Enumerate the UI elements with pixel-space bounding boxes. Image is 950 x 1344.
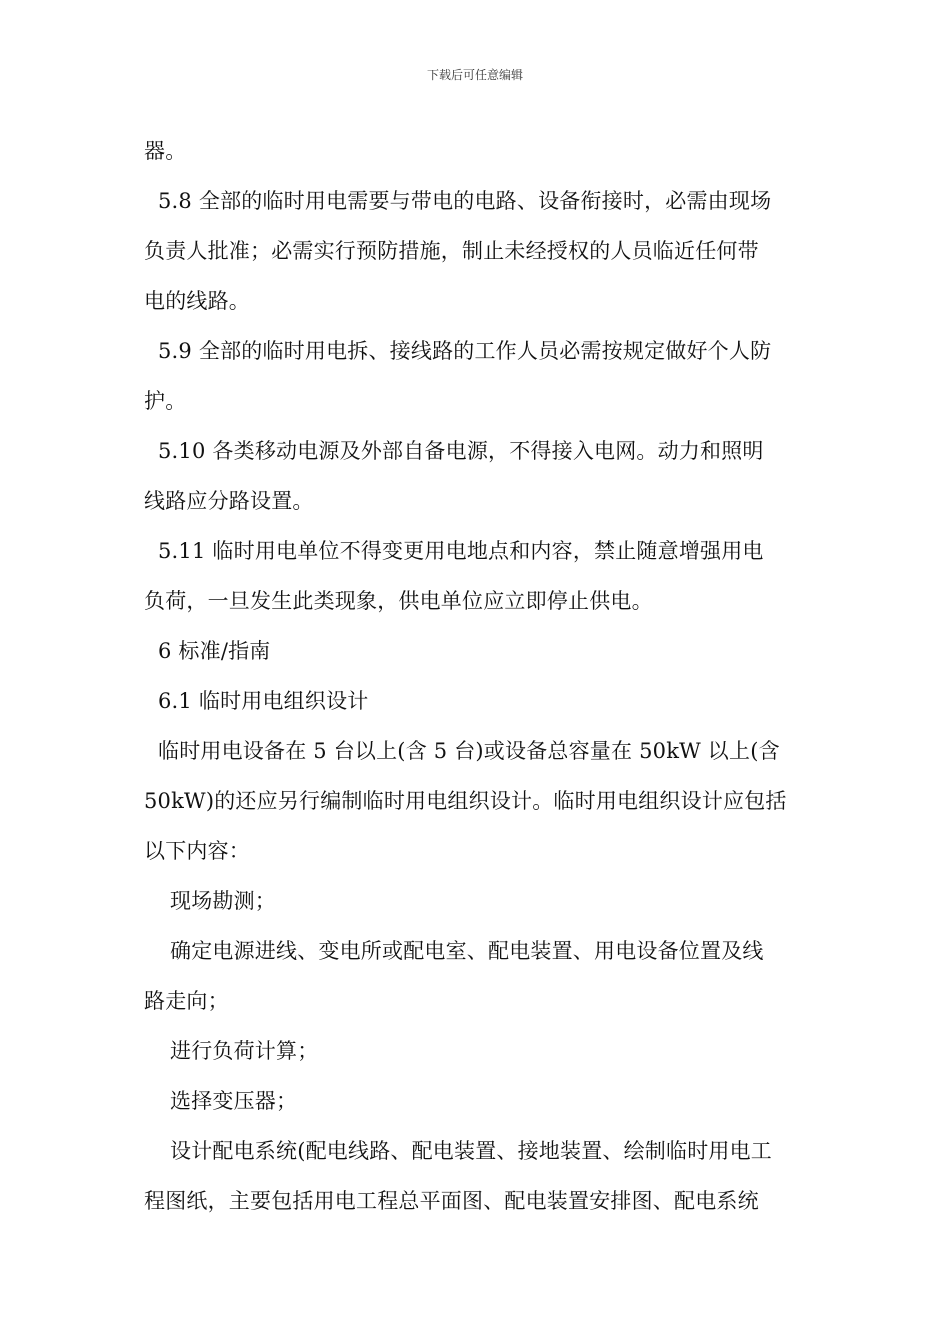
document-body bbox=[144, 126, 808, 1226]
text-line: 护。 bbox=[144, 389, 187, 413]
text-line: 器。 bbox=[144, 139, 187, 163]
text-line: 临时用电设备在 5 台以上(含 5 台)或设备总容量在 50kW 以上(含 bbox=[158, 739, 780, 763]
text-line: 6 标准/指南 bbox=[158, 639, 271, 663]
text-line: 50kW)的还应另行编制临时用电组织设计。临时用电组织设计应包括 bbox=[144, 789, 787, 813]
text-line: 设计配电系统(配电线路、配电装置、接地装置、绘制临时用电工 bbox=[170, 1139, 772, 1163]
text-line: 现场勘测； bbox=[170, 889, 276, 913]
text-line: 程图纸，主要包括用电工程总平面图、配电装置安排图、配电系统 bbox=[144, 1189, 759, 1213]
text-line: 负荷，一旦发生此类现象，供电单位应立即停止供电。 bbox=[144, 589, 653, 613]
text-line: 6.1 临时用电组织设计 bbox=[158, 689, 369, 713]
page-header: 下载后可任意编辑 bbox=[426, 68, 523, 82]
text-line: 5.11 临时用电单位不得变更用电地点和内容，禁止随意增强用电 bbox=[158, 539, 764, 563]
text-line: 5.9 全部的临时用电拆、接线路的工作人员必需按规定做好个人防 bbox=[158, 339, 772, 363]
text-line: 5.8 全部的临时用电需要与带电的电路、设备衔接时，必需由现场 bbox=[158, 189, 772, 213]
text-line: 确定电源进线、变电所或配电室、配电装置、用电设备位置及线 bbox=[170, 939, 764, 963]
text-line: 选择变压器； bbox=[170, 1089, 298, 1113]
text-line: 线路应分路设置。 bbox=[144, 489, 314, 513]
text-line: 路走向； bbox=[144, 989, 229, 1013]
text-line: 负责人批准；必需实行预防措施，制止未经授权的人员临近任何带 bbox=[144, 239, 759, 263]
text-line: 以下内容： bbox=[144, 839, 250, 863]
text-line: 5.10 各类移动电源及外部自备电源，不得接入电网。动力和照明 bbox=[158, 439, 764, 463]
text-line: 进行负荷计算； bbox=[170, 1039, 319, 1063]
text-line: 电的线路。 bbox=[144, 289, 250, 313]
